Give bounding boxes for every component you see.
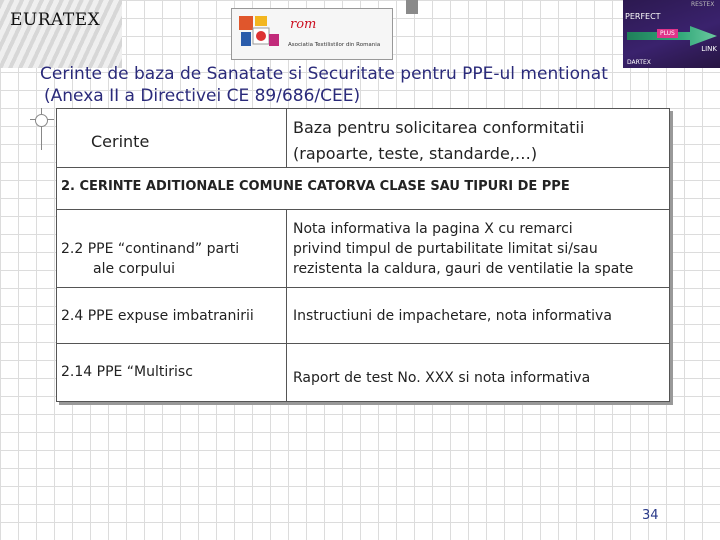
header-basis-line2: (rapoarte, teste, standarde,…) (293, 144, 538, 163)
column-divider (286, 209, 287, 401)
row-2-4-basis: Instructiuni de impachetare, nota informativa (293, 308, 612, 324)
pp-link-label: LINK (701, 45, 717, 53)
pp-bottom-label: DARTEX (627, 59, 651, 66)
bullet-circle-icon (35, 114, 48, 127)
row-2-2-basis-line1: Nota informativa la pagina X cu remarci (293, 221, 573, 237)
row-2-2-basis-line3: rezistenta la caldura, gauri de ventilatie la spate (293, 261, 634, 277)
table-divider (57, 167, 669, 168)
table-divider (57, 209, 669, 210)
requirements-table (56, 108, 670, 402)
row-2-2-requirement-line2: ale corpului (93, 261, 175, 277)
page-number: 34 (642, 508, 659, 523)
row-2-4-requirement: 2.4 PPE expuse imbatranirii (61, 308, 254, 324)
pp-plus-label: PLUS (657, 29, 678, 38)
row-2-2-requirement-line1: 2.2 PPE “continand” parti (61, 241, 240, 257)
pp-perfect-label: PERFECT (625, 12, 661, 21)
pp-top-label: RESTEX (691, 1, 715, 8)
row-2-2-basis-line2: privind timpul de purtabilitate limitat si/sau (293, 241, 598, 257)
small-photo-thumbnail (406, 0, 418, 14)
euratex-logo (0, 0, 122, 68)
slide-title-line2: (Anexa II a Directivei CE 89/686/CEE) (44, 86, 361, 106)
euratex-logo-text: EURATEX (10, 10, 101, 30)
rom-logo (231, 8, 393, 60)
rom-logo-subtitle: Asociatia Textilistilor din Romania (288, 42, 381, 48)
header-requirements: Cerinte (91, 132, 150, 151)
table-divider (57, 343, 669, 344)
section-heading: 2. CERINTE ADITIONALE COMUNE CATORVA CLASE SAU TIPURI DE PPE (61, 179, 570, 194)
row-2-14-basis: Raport de test No. XXX si nota informativa (293, 370, 591, 386)
rom-mark-icon (235, 12, 283, 56)
column-divider (286, 109, 287, 167)
perfect-plus-link-logo (623, 0, 720, 68)
row-2-14-requirement: 2.14 PPE “Multirisc (61, 364, 193, 380)
rom-logo-word: rom (290, 17, 317, 32)
header-basis-line1: Baza pentru solicitarea conformitatii (293, 118, 585, 137)
table-divider (57, 287, 669, 288)
slide-title-line1: Cerinte de baza de Sanatate si Securitate pentru PPE-ul mentionat (40, 64, 608, 84)
